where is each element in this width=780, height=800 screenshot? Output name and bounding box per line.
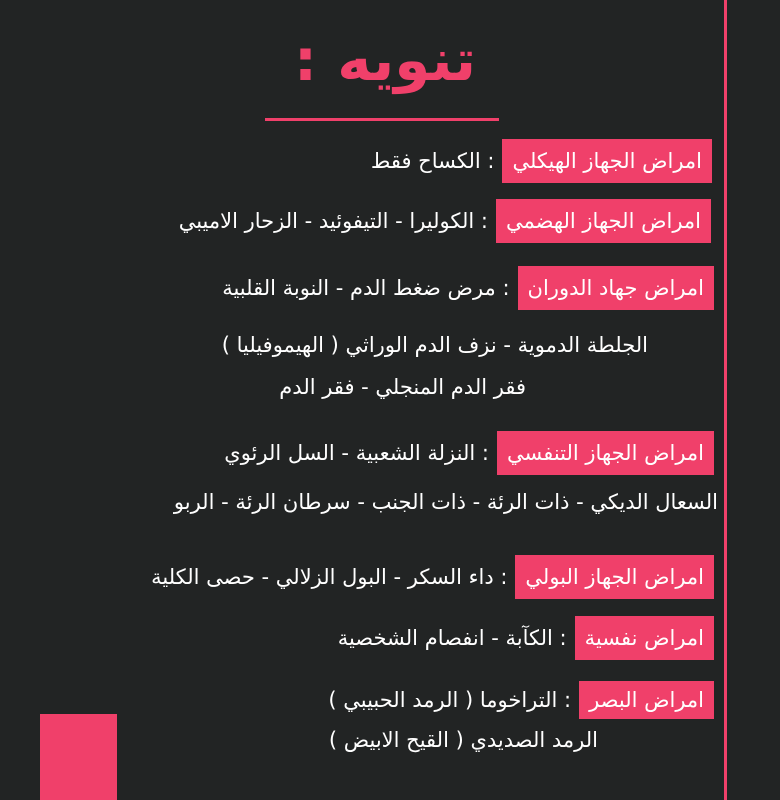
section-row-vision [328,681,714,719]
section-text-circulatory: : مرض ضغط الدم - النوبة القلبية [222,276,510,300]
section-tag-digestive: امراض الجهاز الهضمي [496,199,711,243]
section-row-psychological [338,616,714,660]
section-tag-circulatory: امراض جهاد الدوران [518,266,714,310]
section-row-urinary [151,555,714,599]
section-row-digestive [179,199,711,243]
section-tag-skeletal: امراض الجهاز الهيكلي [502,139,712,183]
section-text-skeletal: : الكساح فقط [370,149,495,173]
section-text-digestive: : الكوليرا - التيفوئيد - الزحار الاميبي [178,209,488,233]
accent-square [40,714,117,800]
circulatory-line-2: الجلطة الدموية - نزف الدم الوراثي ( الهيموفيليا ) [221,333,648,357]
section-text-respiratory: : النزلة الشعبية - السل الرئوي [224,441,489,465]
page-title: تنويه : [293,26,477,94]
section-tag-urinary: امراض الجهاز البولي [515,555,714,599]
section-tag-respiratory: امراض الجهاز التنفسي [497,431,714,475]
section-text-urinary: : داء السكر - البول الزلالي - حصى الكلية [151,565,508,589]
respiratory-line-2: السعال الديكي - ذات الرئة - ذات الجنب - سرطان الرئة - الربو [173,490,718,514]
circulatory-line-3: فقر الدم المنجلي - فقر الدم [279,375,526,399]
section-text-psychological: : الكآبة - انفصام الشخصية [337,626,567,650]
section-row-skeletal [371,139,712,183]
section-text-vision: : التراخوما ( الرمد الحبيبي ) [328,688,572,712]
accent-vertical-line [724,0,727,800]
section-tag-vision: امراض البصر [579,681,714,719]
section-row-respiratory [224,431,714,475]
section-tag-psychological: امراض نفسية [575,616,714,660]
section-row-circulatory [222,266,714,310]
vision-line-2: الرمد الصديدي ( القيح الابيض ) [328,728,598,752]
title-underline [265,118,499,121]
